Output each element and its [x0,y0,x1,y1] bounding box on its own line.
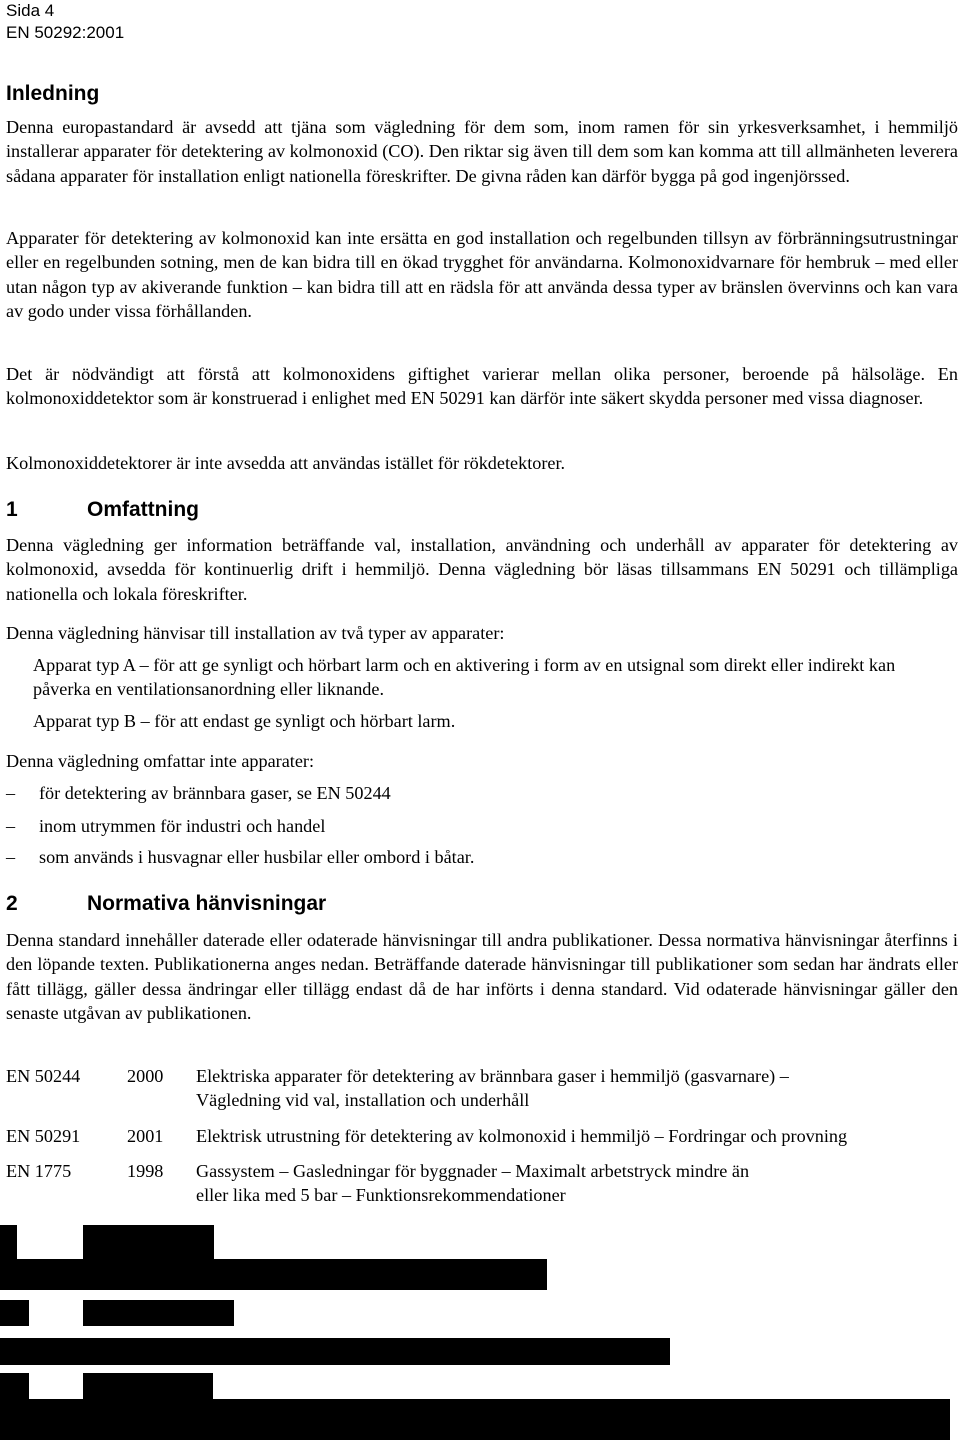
dash-marker: – [6,847,16,867]
section-1-heading [6,497,199,523]
exclusion-item [6,781,391,805]
reference-title [196,1064,956,1113]
section-1-title: Omfattning [87,498,199,521]
section-1-number: 1 [6,498,18,521]
redaction-block [83,1225,214,1259]
redaction-block [0,1373,29,1399]
reference-year: 2001 [127,1126,164,1146]
intro-paragraph-3: Det är nödvändigt att förstå att kolmonoxidens giftighet varierar mellan olika personer, beroende på hälsoläge. En kolmonoxiddetektor som är konstruerad i enlighet med EN 50291 kan därför inte säkert skydda personer med vissa diagnoser. [6,364,958,409]
section-2-heading [6,891,326,917]
reference-title-line-1: Elektriska apparater för detektering av brännbara gaser i hemmiljö (gasvarnare) – [196,1066,789,1086]
redaction-block [0,1259,547,1290]
exclusion-text: inom utrymmen för industri och handel [39,816,326,836]
section-2-title: Normativa hänvisningar [87,892,327,915]
dash-marker: – [6,816,16,836]
reference-code: EN 1775 [6,1161,72,1181]
reference-title-line-2: Vägledning vid val, installation och underhåll [196,1090,530,1111]
reference-title-line-2: eller lika med 5 bar – Funktionsrekommendationer [196,1185,566,1206]
page-number: Sida 4 [6,1,55,20]
exclusion-item [6,845,474,869]
section-1-paragraph-2: Denna vägledning hänvisar till installation av två typer av apparater: [6,623,505,643]
reference-title-line-1: Elektrisk utrustning för detektering av kolmonoxid i hemmiljö – Fordringar och provning [196,1126,848,1146]
section-1-paragraph-1: Denna vägledning ger information beträffande val, installation, användning och underhåll av apparater för detektering av kolmonoxid, avsedda för kontinuerlig drift i hemmiljö. Denna vägledning bör läsas tillsammans EN 50291 och tillämpliga nationella och lokala föreskrifter. [6,535,958,604]
apparatus-type-b: Apparat typ B – för att endast ge synligt och hörbart larm. [33,711,456,731]
section-2-paragraph: Denna standard innehåller daterade eller odaterade hänvisningar till andra publikationer. Dessa normativa hänvisningar återfinns i den löpande texten. Publikationerna anges nedan. Beträffande daterade hänvisningar till publikationer som sedan har ändrats eller fått tillägg, gäller dessa ändringar eller tillägg endast då de har införts i denna standard. Vid odaterade hänvisningar gäller den senaste utgåvan av publikationen. [6,930,958,1023]
reference-title-line-1: Gassystem – Gasledningar för byggnader – Maximalt arbetstryck mindre än [196,1161,750,1181]
intro-paragraph-1: Denna europastandard är avsedd att tjäna som vägledning för dem som, inom ramen för sin yrkesverksamhet, i hemmiljö installerar apparater för detektering av kolmonoxid (CO). Den riktar sig även till dem som kan komma att till allmänheten leverera sådana apparater för installation enligt nationella föreskrifter. De givna råden kan därför bygga på god ingenjörssed. [6,117,958,186]
exclusion-item [6,814,325,838]
dash-marker: – [6,783,16,803]
redaction-block [83,1300,234,1326]
exclusion-text: för detektering av brännbara gaser, se EN 50244 [39,783,391,803]
reference-code: EN 50291 [6,1126,81,1146]
apparatus-type-a: Apparat typ A – för att ge synligt och hörbart larm och en aktivering i form av en utsignal som direkt eller indirekt kan påverka en ventilationsanordning eller liknande. [33,655,896,700]
standard-id: EN 50292:2001 [6,23,125,42]
section-2-number: 2 [6,892,18,915]
redaction-block [0,1225,17,1259]
reference-code: EN 50244 [6,1066,81,1086]
intro-paragraph-2: Apparater för detektering av kolmonoxid kan inte ersätta en god installation och regelbunden tillsyn av förbränningsutrustningar eller en regelbunden sotning, men de kan bidra till en ökad trygghet för användarna. Kolmonoxidvarnare för hembruk – med eller utan någon typ av akiverande funktion – kan bidra till att en rädsla för att använda dessa typer av bränslen övervinns och kan vara av godo under vissa förhållanden. [6,228,958,321]
reference-year: 1998 [127,1161,164,1181]
intro-heading: Inledning [6,82,100,105]
intro-paragraph-4: Kolmonoxiddetektorer är inte avsedda att användas istället för rökdetektorer. [6,453,566,473]
reference-title [196,1159,956,1208]
exclusion-text: som används i husvagnar eller husbilar eller ombord i båtar. [39,847,475,867]
redaction-block [0,1300,29,1326]
redaction-block [83,1392,210,1406]
reference-year: 2000 [127,1066,164,1086]
reference-title [196,1124,956,1148]
exclusion-intro: Denna vägledning omfattar inte apparater: [6,751,315,771]
redaction-block [0,1338,670,1365]
